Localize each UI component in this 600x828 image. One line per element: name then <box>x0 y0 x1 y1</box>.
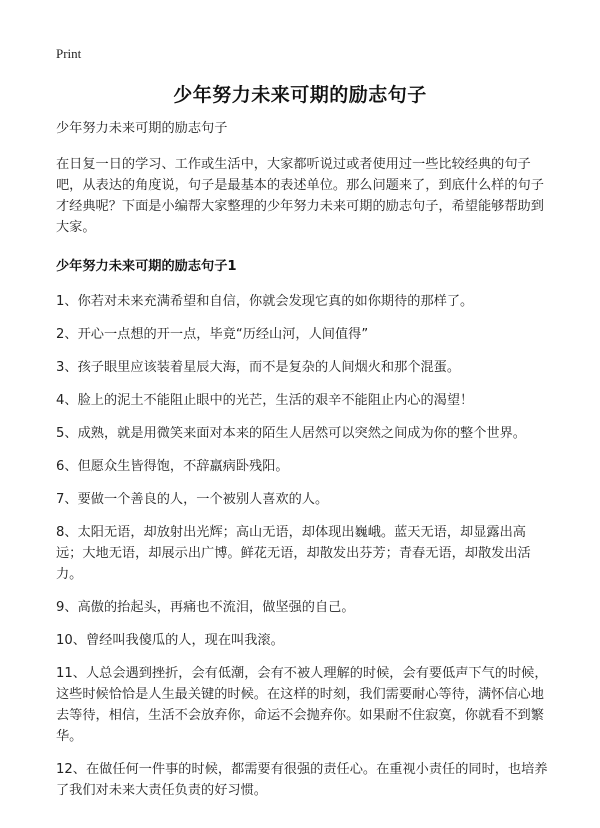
list-item: 3、孩子眼里应该装着星辰大海，而不是复杂的人间烟火和那个混蛋。 <box>56 360 461 375</box>
intro-paragraph: 在日复一日的学习、工作或生活中，大家都听说过或者使用过一些比较经典的句子吧，从表达的角度说，句子是最基本的表述单位。那么问题来了，到底什么样的句子才经典呢？下面是小编帮大家整理的少年努力未来可期的励志句子，希望能够帮助到大家。 <box>56 157 544 235</box>
list-item: 2、开心一点想的开一点，毕竟“历经山河，人间值得” <box>56 327 369 342</box>
list-item: 1、你若对未来充满希望和自信，你就会发现它真的如你期待的那样了。 <box>56 294 474 309</box>
list-item: 10、曾经叫我傻瓜的人，现在叫我滚。 <box>56 633 284 648</box>
list-item: 4、脸上的泥土不能阻止眼中的光芒，生活的艰辛不能阻止内心的渴望！ <box>56 393 474 408</box>
print-link[interactable]: Print <box>56 46 82 61</box>
page-title: 少年努力未来可期的励志句子 <box>173 84 427 106</box>
list-item: 8、太阳无语，却放射出光辉；高山无语，却体现出巍峨。蓝天无语，却显露出高远；大地无语，却展示出广博。鲜花无语，却散发出芬芳；青春无语，却散发出活力。 <box>56 525 531 582</box>
list-item: 11、人总会遇到挫折，会有低潮，会有不被人理解的时候，会有要低声下气的时候，这些时候恰恰是人生最关键的时候。在这样的时刻，我们需要耐心等待，满怀信心地去等待，相信，生活不会放弃你，命运不会抛弃你。如果耐不住寂寞，你就看不到繁华。 <box>56 666 548 744</box>
list-item: 9、高傲的抬起头，再痛也不流泪，做坚强的自己。 <box>56 600 355 615</box>
section-heading: 少年努力未来可期的励志句子1 <box>56 259 237 274</box>
list-item: 5、成熟，就是用微笑来面对本来的陌生人居然可以突然之间成为你的整个世界。 <box>56 426 526 441</box>
document-body <box>56 118 548 813</box>
list-item: 6、但愿众生皆得饱，不辞羸病卧残阳。 <box>56 459 289 474</box>
list-item: 12、在做任何一件事的时候，都需要有很强的责任心。在重视小责任的同时，也培养了我们对未来大责任负责的好习惯。 <box>56 762 548 798</box>
document-subtitle: 少年努力未来可期的励志句子 <box>56 121 228 136</box>
list-item: 7、要做一个善良的人，一个被别人喜欢的人。 <box>56 492 329 507</box>
